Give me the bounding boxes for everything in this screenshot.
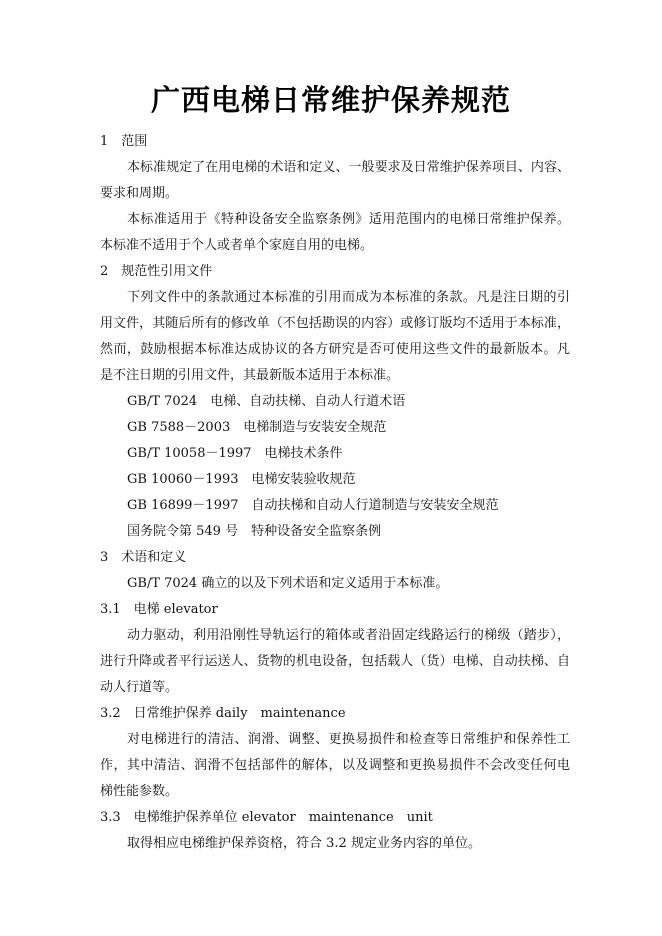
section-1-para-1-line-1: 本标准规定了在用电梯的术语和定义、一般要求及日常维护保养项目、内容、 [127,160,570,175]
reference-item: GB/T 10058－1997 电梯技术条件 [127,446,343,461]
term-3-3-line-1: 取得相应电梯维护保养资格，符合 3.2 规定业务内容的单位。 [127,836,481,851]
section-3-heading: 3 术语和定义 [100,550,187,565]
reference-item: GB 10060－1993 电梯安装验收规范 [127,472,356,487]
term-3-2-line-1: 对电梯进行的清洁、润滑、调整、更换易损件和检查等日常维护和保养性工 [127,732,570,747]
reference-item: GB 7588－2003 电梯制造与安装安全规范 [127,420,387,435]
term-3-1-line-1: 动力驱动，利用沿刚性导轨运行的箱体或者沿固定线路运行的梯级（踏步）， [127,628,570,643]
term-3-1-line-2: 进行升降或者平行运送人、货物的机电设备，包括载人（货）电梯、自动扶梯、自 [100,654,570,669]
section-1-heading: 1 范围 [100,134,148,149]
document-title: 广西电梯日常维护保养规范 [150,83,511,117]
term-3-1-line-3: 动人行道等。 [100,680,179,695]
section-3-intro: GB/T 7024 确立的以及下列术语和定义适用于本标准。 [127,576,449,591]
section-1-para-2-line-1: 本标准适用于《特种设备安全监察条例》适用范围内的电梯日常维护保养。 [127,212,570,227]
term-3-3-heading: 3.3 电梯维护保养单位 elevator maintenance unit [100,810,433,825]
reference-item: 国务院令第 549 号 特种设备安全监察条例 [127,524,382,539]
reference-item: GB/T 7024 电梯、自动扶梯、自动人行道术语 [127,394,406,409]
term-3-1-heading: 3.1 电梯 elevator [100,602,218,617]
term-3-2-heading: 3.2 日常维护保养 daily maintenance [100,706,346,721]
section-2-heading: 2 规范性引用文件 [100,264,213,279]
section-2-para-line-2: 用文件，其随后所有的修改单（不包括勘误的内容）或修订版均不适用于本标准， [100,316,570,331]
section-1-para-2-line-2: 本标准不适用于个人或者单个家庭自用的电梯。 [100,238,374,253]
section-2-para-line-1: 下列文件中的条款通过本标准的引用而成为本标准的条款。凡是注日期的引 [127,290,570,305]
term-3-2-line-2: 作，其中清洁、润滑不包括部件的解体，以及调整和更换易损件不会改变任何电 [100,758,570,773]
section-1-para-1-line-2: 要求和周期。 [100,186,179,201]
section-2-para-line-4: 是不注日期的引用文件，其最新版本适用于本标准。 [100,368,400,383]
section-2-para-line-3: 然而，鼓励根据本标准达成协议的各方研究是否可使用这些文件的最新版本。凡 [100,342,570,357]
reference-item: GB 16899－1997 自动扶梯和自动人行道制造与安装安全规范 [127,498,499,513]
term-3-2-line-3: 梯性能参数。 [100,784,179,799]
